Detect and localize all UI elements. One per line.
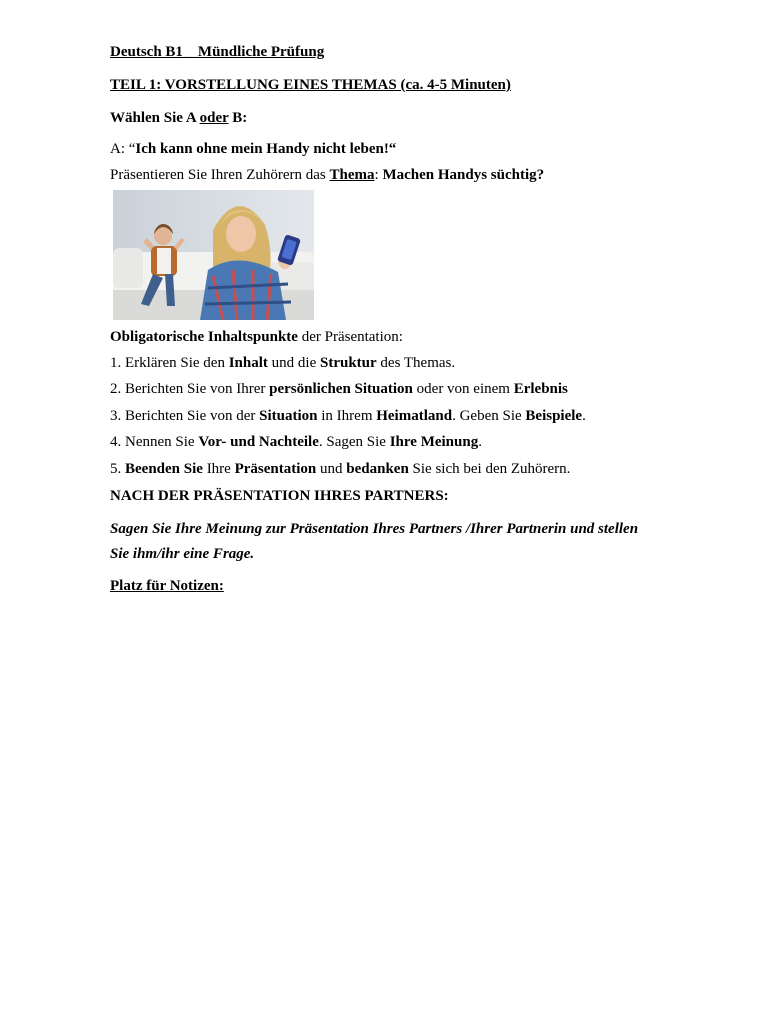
content-point-3-segment: . bbox=[582, 408, 586, 424]
photo-illustration bbox=[113, 190, 314, 320]
content-point-2 bbox=[110, 380, 568, 398]
content-point-3 bbox=[110, 407, 586, 425]
document-title: Deutsch B1__Mündliche Prüfung bbox=[110, 44, 325, 60]
content-point-5-segment: bedanken bbox=[346, 461, 409, 477]
content-point-2-segment: 2. Berichten Sie von Ihrer bbox=[110, 381, 270, 397]
topic-photo bbox=[113, 190, 314, 320]
choice-pre: Wählen Sie A bbox=[110, 110, 200, 126]
partner-heading: NACH DER PRÄSENTATION IHRES PARTNERS: bbox=[110, 488, 449, 504]
obligatory-heading bbox=[110, 328, 403, 346]
content-point-5-segment: Sie sich bei den Zuhörern. bbox=[408, 461, 571, 477]
notes-label: Platz für Notizen: bbox=[110, 578, 224, 594]
content-point-3-segment: Beispiele bbox=[525, 408, 583, 424]
present-thema: Thema bbox=[329, 167, 375, 183]
choice-oder: oder bbox=[199, 110, 229, 126]
present-pre: Präsentieren Sie Ihren Zuhörern das bbox=[110, 167, 330, 183]
content-point-1-segment: 1. Erklären Sie den bbox=[110, 355, 229, 371]
obligatory-bold: Obligatorische Inhaltspunkte bbox=[110, 329, 298, 345]
content-point-4 bbox=[110, 433, 482, 451]
obligatory-rest: der Präsentation: bbox=[297, 329, 403, 345]
content-point-5-segment: Präsentation bbox=[234, 461, 317, 477]
content-point-5-segment: 5. bbox=[110, 461, 125, 477]
content-point-3-segment: Situation bbox=[259, 408, 318, 424]
option-a-line bbox=[110, 140, 396, 158]
content-point-2-segment: oder von einem bbox=[412, 381, 514, 397]
content-point-3-segment: . Geben Sie bbox=[452, 408, 526, 424]
teil-heading: TEIL 1: VORSTELLUNG EINES THEMAS (ca. 4-5 Minuten) bbox=[110, 77, 511, 93]
content-point-5-segment: Beenden Sie bbox=[125, 461, 203, 477]
content-point-4-segment: Ihre Meinung bbox=[389, 434, 479, 450]
content-point-4-segment: 4. Nennen Sie bbox=[110, 434, 199, 450]
content-point-1-segment: Struktur bbox=[319, 355, 377, 371]
content-point-1 bbox=[110, 354, 455, 372]
partner-instruction-line-2: Sie ihm/ihr eine Frage. bbox=[110, 546, 255, 562]
choice-line bbox=[110, 109, 247, 127]
option-a-text: Ich kann ohne mein Handy nicht leben!“ bbox=[135, 141, 397, 157]
content-point-4-segment: Vor- und Nachteile bbox=[198, 434, 319, 450]
choice-post: B: bbox=[228, 110, 248, 126]
content-point-4-segment: . bbox=[478, 434, 482, 450]
present-colon: : bbox=[374, 167, 383, 183]
content-point-1-segment: Inhalt bbox=[228, 355, 268, 371]
content-point-4-segment: . Sagen Sie bbox=[318, 434, 390, 450]
content-point-1-segment: und die bbox=[267, 355, 320, 371]
present-line bbox=[110, 166, 544, 184]
content-point-2-segment: persönlichen Situation bbox=[269, 381, 413, 397]
content-point-3-segment: Heimatland bbox=[376, 408, 453, 424]
option-a-prefix: A: “ bbox=[110, 141, 136, 157]
content-point-3-segment: in Ihrem bbox=[317, 408, 377, 424]
content-point-5 bbox=[110, 460, 570, 478]
content-point-1-segment: des Themas. bbox=[376, 355, 456, 371]
content-point-5-segment: und bbox=[316, 461, 347, 477]
content-point-3-segment: 3. Berichten Sie von der bbox=[110, 408, 260, 424]
content-point-2-segment: Erlebnis bbox=[513, 381, 568, 397]
content-point-5-segment: Ihre bbox=[202, 461, 235, 477]
present-question: Machen Handys süchtig? bbox=[382, 167, 545, 183]
partner-instruction-line-1: Sagen Sie Ihre Meinung zur Präsentation Ihres Partners /Ihrer Partnerin und stellen bbox=[110, 521, 639, 537]
